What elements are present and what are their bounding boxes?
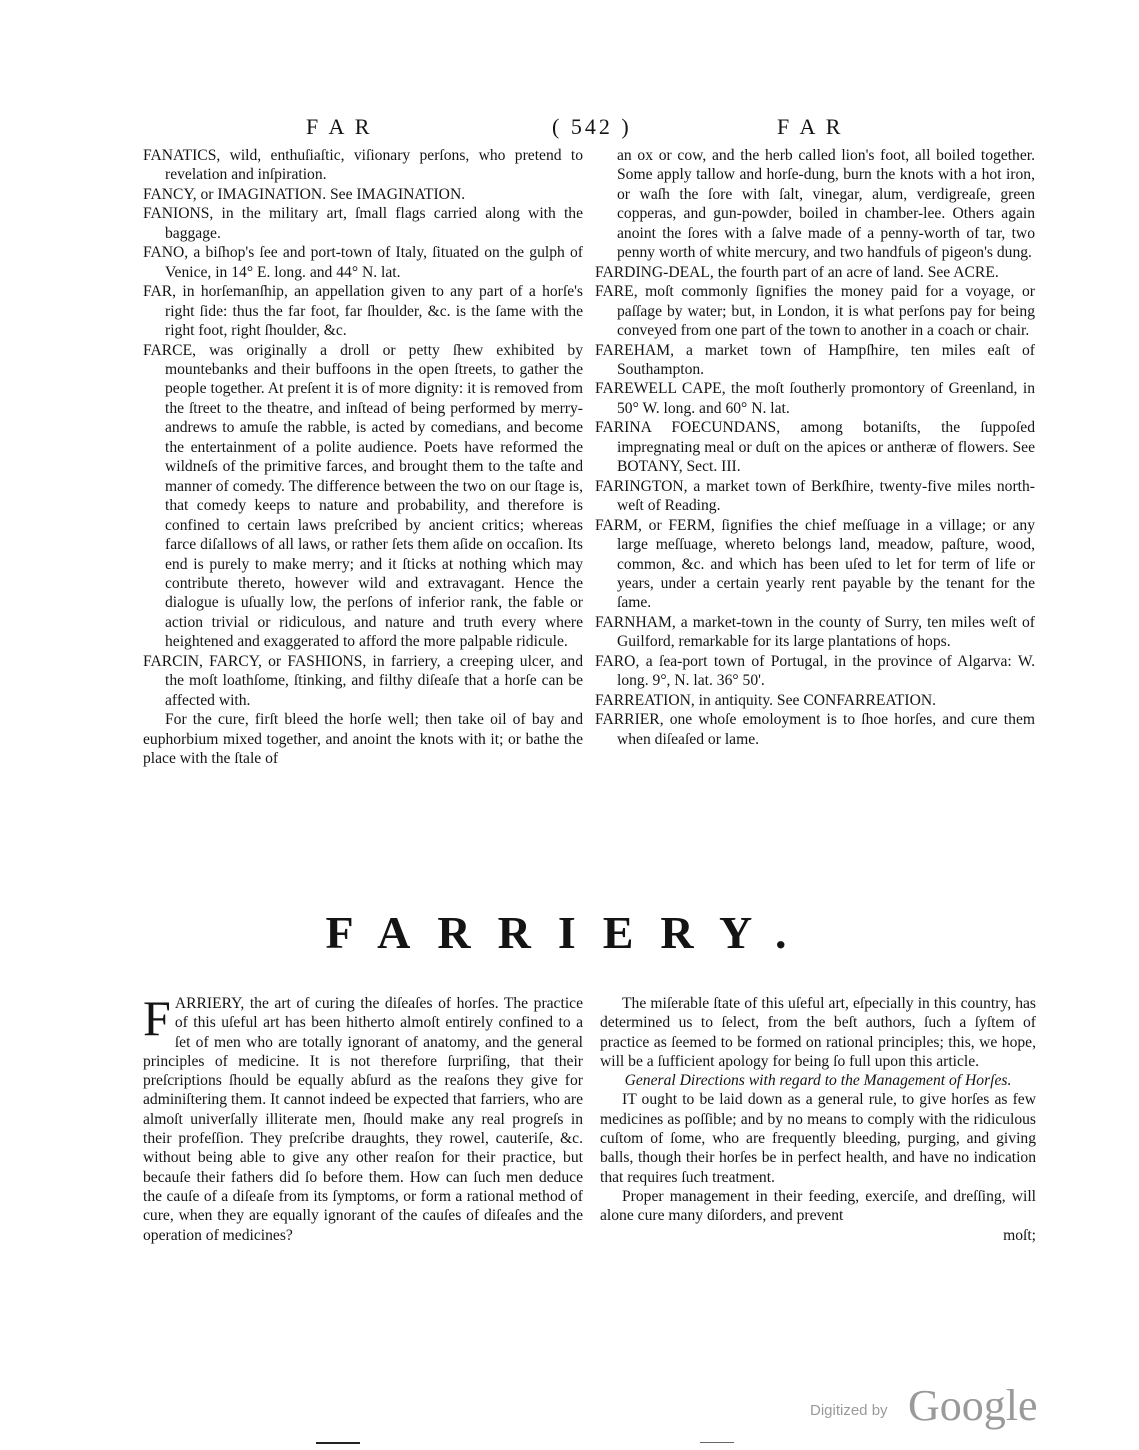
entry-text: moſt commonly ſignifies the money paid for a voyage, or paſſage by water; but, in London, it is what perſons pay for being conveyed from one part of the town to another in a coach or chair.	[617, 283, 1035, 340]
entry-text: a market town of Hampſhire, ten miles eaſt of Southampton.	[617, 341, 1035, 378]
entry-text: wild, enthuſiaſtic, viſionary perſons, who pretend to revelation and inſpiration.	[165, 147, 583, 184]
footer-rule	[700, 1442, 734, 1443]
entry-term: FANO,	[143, 244, 189, 262]
entry	[595, 282, 1035, 340]
entry-term: FANATICS,	[143, 147, 221, 164]
entry-term: FARNHAM,	[595, 613, 676, 631]
entry-term: FARCE,	[143, 341, 197, 359]
footer-rule	[316, 1442, 360, 1444]
entry	[595, 341, 1035, 380]
entry-text: FOECUNDANS, among botaniſts, the ſuppoſed impregnating meal or duſt on the apices or antheræ of flowers. See BOTANY, Sect. III.	[617, 419, 1035, 476]
entry	[143, 204, 583, 243]
entry-term: FARINGTON,	[595, 477, 688, 495]
entry	[595, 710, 1035, 749]
running-header	[290, 114, 890, 144]
entry	[595, 691, 1035, 710]
digitization-watermark	[810, 1380, 1050, 1430]
entry-text: a ſea-port town of Portugal, in the province of Algarva: W. long. 9°, N. lat. 36° 50'.	[617, 652, 1035, 690]
entry-term: FANCY,	[143, 185, 197, 203]
continued-paragraph: an ox or cow, and the herb called lion's foot, all boiled together. Some apply tallow and horſe-dung, burn the knots with a hot iron, or waſh the ſore with ſalt, vinegar, alum, verdigreaſe, green copperas, and gun-powder, boiled in chamber-lee. Others again anoint the ſores with a ſalve made of a penny-worth of tar, two penny worth of white mercury, and two handfuls of pigeon's dung.	[617, 147, 1035, 262]
paragraph: Proper management in their feeding, exerciſe, and dreſſing, will alone cure many diſorders, and prevent	[600, 1187, 1036, 1225]
entry	[143, 146, 583, 185]
entry	[143, 341, 583, 652]
entry	[595, 477, 1035, 516]
entry-term: FARM,	[595, 516, 642, 534]
entry	[143, 243, 583, 282]
entry	[595, 379, 1035, 418]
entry-term: FARINA	[595, 419, 652, 437]
entry-text: in antiquity. See CONFARREATION.	[694, 691, 937, 709]
section-subheading: General Directions with regard to the Management of Horſes.	[624, 1072, 1012, 1090]
entry-text: was originally a droll or petty ſhew exhibited by mountebanks and their buffoons in the open ſtreets, to gather the people together. At preſent it is of more dignity: it is removed from the ſtreet to the theatre, and inſtead of being performed by merry-andrews to amuſe the rabble, is acted by comedians, and become the entertainment of a polite audience. Poets have reformed the wildneſs of the primitive farces, and brought them to the taſte and manner of comedy. The difference between the two on our ſtage is, that comedy keeps to nature and probability, and therefore is confined to certain laws preſcribed by ancient critics; whereas farce diſallows of all laws, or rather ſets them aſide on occaſion. Its end is purely to make merry; and it ſticks at nothing which may contribute thereto, however wild and extravagant. Hence the dialogue is uſually low, the perſons of inferior rank, the fable or action trivial or ridiculous, and nature and truth every where heightened and exaggerated to afford the more palpable ridicule.	[165, 341, 583, 651]
paragraph: The miſerable ſtate of this uſeful art, eſpecially in this country, has determined us to ſelect, from the beſt authors, ſuch a ſyſtem of practice as ſeemed to be formed on rational principles; this, we hope, will be a ſufficient apology for being ſo full upon this article.	[600, 995, 1036, 1070]
entry-term: FARREATION,	[595, 691, 695, 709]
entry-term: FANIONS,	[143, 205, 214, 223]
entry-text: FARCY, or FASHIONS, in farriery, a creeping ulcer, and the moſt loathſome, ſtinking, and filthy diſeaſe that a horſe can be affected with.	[165, 652, 583, 709]
entry	[595, 263, 1035, 282]
google-logo: Google	[908, 1381, 1038, 1430]
entry-term: FARCIN,	[143, 652, 203, 670]
top-right-column	[595, 146, 1035, 749]
entry-term: FAREWELL	[595, 380, 677, 398]
entry-term: FAREHAM,	[595, 341, 674, 359]
catchword: moſt;	[1003, 1226, 1036, 1244]
entry-text: one whoſe emoloyment is to ſhoe horſes, and cure them when diſeaſed or lame.	[617, 711, 1035, 748]
bottom-right-column	[600, 994, 1036, 1245]
entry	[595, 652, 1035, 691]
header-left: F A R	[306, 114, 373, 139]
entry-text: in horſemanſhip, an appellation given to any part of a horſe's right ſide: thus the far foot, far ſhoulder, &c. is the ſame with the right foot, right ſhoulder, &c.	[165, 283, 583, 340]
entry-text: CAPE, the moſt ſoutherly promontory of Greenland, in 50° W. long. and 60° N. lat.	[617, 380, 1035, 417]
entry-text: a market-town in the county of Surry, ten miles weſt of Guilford, remarkable for its large plantations of hops.	[617, 613, 1035, 651]
intro-paragraph	[143, 990, 583, 1245]
entry	[595, 516, 1035, 613]
entry-text: or FERM, ſignifies the chief meſſuage in a village; or any large meſſuage, whereto belongs land, meadow, paſture, wood, common, &c. and which has been uſed to let for term of life or years, under a certain yearly rent payable by the tenant for the ſame.	[617, 516, 1035, 612]
entry-text: a market town of Berkſhire, twenty-five miles north-weſt of Reading.	[617, 477, 1035, 515]
drop-cap: F	[143, 990, 171, 1046]
entry-text: or IMAGINATION. See IMAGINATION.	[196, 185, 466, 203]
entry-term: FARRIER,	[595, 711, 664, 729]
bottom-left-column	[143, 990, 583, 1245]
entry-term: FARO,	[595, 652, 640, 670]
entry	[143, 185, 583, 204]
entry-term: FAR,	[143, 283, 177, 301]
top-left-column	[143, 146, 583, 769]
page-number: ( 542 )	[552, 114, 632, 139]
entry	[143, 652, 583, 710]
entry-text: in the military art, ſmall flags carried along with the baggage.	[165, 205, 583, 242]
entry-text: the fourth part of an acre of land. See ACRE.	[713, 263, 999, 281]
entry-term: FARDING-DEAL,	[595, 263, 714, 281]
watermark-prefix: Digitized by	[810, 1402, 888, 1419]
intro-text: ARRIERY, the art of curing the diſeaſes of horſes. The practice of this uſeful art has been hitherto almoſt entirely confined to a ſet of men who are totally ignorant of anatomy, and the general principles of medicine. It is not therefore ſurpriſing, that their preſcriptions ſhould be equally abſurd as the reaſons they give for adminiſtering them. It cannot indeed be expected that farriers, who are almoſt univerſally illiterate men, ſhould make any real progreſs in their profeſſion. They preſcribe draughts, they rowel, cauteriſe, &c. without being able to give any other reaſon for their practice, but becauſe their fathers did ſo before them. How can ſuch men deduce the cauſe of a diſeaſe from its ſymptoms, or form a rational method of cure, when they are equally ignorant of the cauſes of diſeaſes and the operation of medicines?	[143, 995, 583, 1244]
entry-text: a biſhop's ſee and port-town of Italy, ſituated on the gulph of Venice, in 14° E. long. and 44° N. lat.	[165, 244, 583, 281]
entry	[595, 418, 1035, 476]
cure-paragraph: For the cure, firſt bleed the horſe well; then take oil of bay and euphorbium mixed together, and anoint the knots with it; or bathe the place with the ſtale of	[143, 711, 583, 768]
entry-term: FARE,	[595, 283, 638, 301]
paragraph: IT ought to be laid down as a general rule, to give horſes as few medicines as poſſible; and by no means to comply with the ridiculous cuſtom of ſome, who are frequently bleeding, purging, and giving balls, though their horſes be in perfect health, and have no indication that requires ſuch treatment.	[600, 1091, 1036, 1186]
entry	[143, 282, 583, 340]
entry	[595, 613, 1035, 652]
header-right: F A R	[777, 114, 844, 139]
article-title: FARRIERY.	[325, 907, 814, 958]
